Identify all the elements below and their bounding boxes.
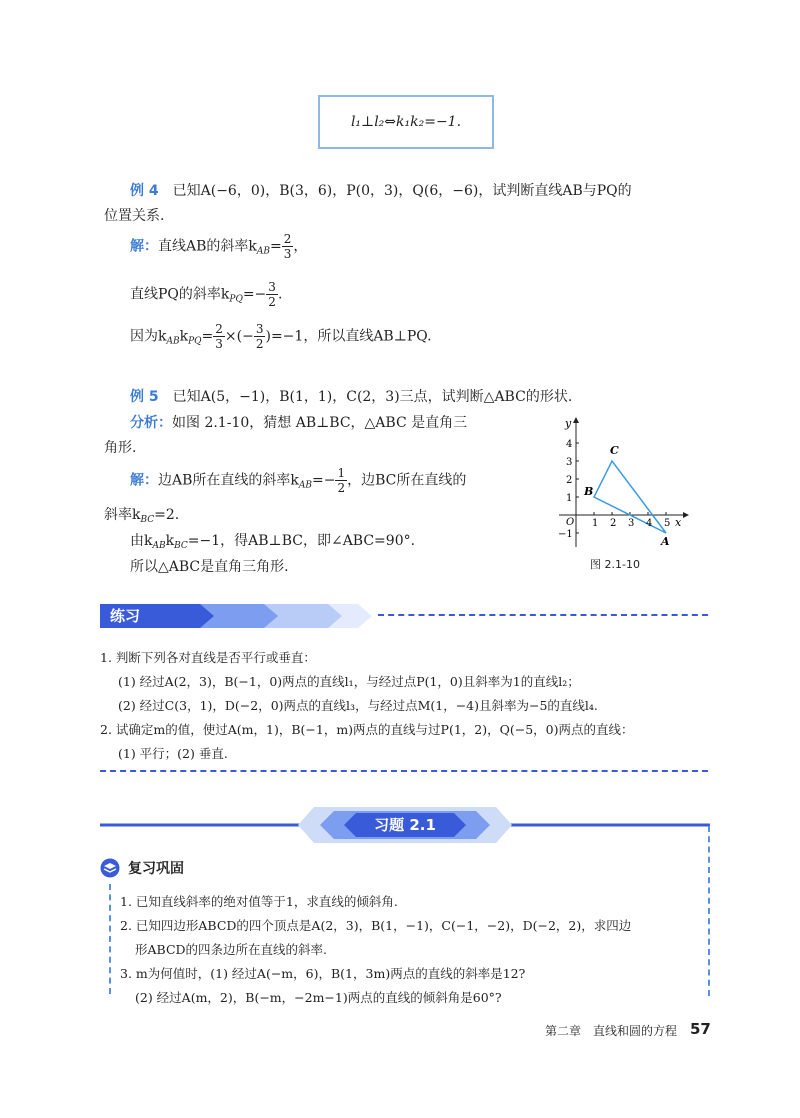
practice-top-divider <box>378 614 708 616</box>
chapter-footer: 第二章 直线和圆的方程 <box>545 1024 678 1038</box>
theorem-box <box>318 95 494 149</box>
example4-solution-line1 <box>130 232 307 261</box>
denominator: 2 <box>268 295 276 309</box>
text: 由k <box>130 533 153 549</box>
point-a-label: A <box>661 535 670 548</box>
text: ，边BC所在直线的 <box>347 472 467 489</box>
text: ， <box>293 238 308 255</box>
fraction <box>213 322 225 351</box>
x-tick-label: 3 <box>628 518 635 529</box>
y-tick-label: 1 <box>566 493 573 504</box>
equals: =− <box>312 472 336 489</box>
denominator: 3 <box>283 247 292 261</box>
y-axis-arrow <box>573 417 579 423</box>
theorem-text: l₁⊥l₂⇔k₁k₂=−1. <box>350 114 462 130</box>
subscript: AB <box>166 336 180 347</box>
exercise-item-1: 1. 已知直线斜率的绝对值等于1，求直线的倾斜角. <box>120 894 398 909</box>
numerator: 3 <box>255 322 264 336</box>
point-c-label: C <box>610 444 619 457</box>
x-tick-label: 4 <box>646 518 653 529</box>
subscript: PQ <box>229 294 243 305</box>
example4-statement <box>130 180 632 200</box>
example5-analysis-label: 分析： <box>130 415 172 431</box>
x-tick-label: 2 <box>610 518 617 529</box>
example4-solution-line3 <box>130 322 432 351</box>
numerator: 2 <box>283 232 292 246</box>
coordinate-figure <box>555 415 690 550</box>
example5-statement <box>130 386 572 406</box>
exercise-title: 习题 2.1 <box>374 816 436 834</box>
text: k <box>179 328 189 345</box>
y-tick-label: 2 <box>566 475 573 486</box>
numerator: 3 <box>268 280 276 294</box>
point-b-label: B <box>584 485 594 498</box>
denominator: 2 <box>255 337 264 351</box>
numerator: 1 <box>337 466 346 480</box>
equals: = <box>201 328 214 345</box>
practice-q1-1: (1) 经过A(2，3)，B(−1，0)两点的直线l₁，与经过点P(1，0)且斜率为1的直线l₂； <box>118 674 580 689</box>
page-number: 57 <box>690 1020 711 1038</box>
x-axis-arrow <box>683 512 689 518</box>
subscript: PQ <box>188 336 202 347</box>
practice-q1: 1. 判断下列各对直线是否平行或垂直： <box>100 650 316 665</box>
example5-solution-label: 解： <box>130 472 158 489</box>
text: k <box>165 533 175 549</box>
example5-solution-line4: 所以△ABC是直角三角形. <box>130 559 289 575</box>
text: 已知A(5，−1)，B(1，1)，C(2，3)三点，试判断△ABC的形状. <box>172 389 573 405</box>
exercise-item-2: 2. 已知四边形ABCD的四个顶点是A(2，3)，B(1，−1)，C(−1，−2)，D(−2，2)，求四边 <box>120 918 632 933</box>
subscript: AB <box>256 246 271 257</box>
example4-statement-line1: 已知A(−6，0)，B(3，6)，P(0，3)，Q(6，−6)，试判断直线AB与PQ的 <box>172 183 632 199</box>
equals: =− <box>242 286 267 303</box>
review-book-icon <box>100 858 120 878</box>
exercise-item-3-cont: (2) 经过A(m，2)，B(−m，−2m−1)两点的直线的倾斜角是60°? <box>135 990 502 1005</box>
denominator: 2 <box>337 481 346 495</box>
practice-q1-2: (2) 经过C(3，1)，D(−2，0)两点的直线l₃，与经过点M(1，−4)且斜率为−5的直线l₄. <box>118 698 598 713</box>
text: 直线AB的斜率k <box>158 238 257 255</box>
practice-bottom-divider <box>100 770 708 772</box>
text: 斜率k <box>104 507 141 523</box>
x-tick-label: 5 <box>664 518 671 529</box>
text: =2. <box>154 507 180 523</box>
text: )=−1，所以直线AB⊥PQ. <box>265 328 432 345</box>
origin-label: O <box>566 517 575 528</box>
practice-banner <box>100 604 372 628</box>
y-tick-label: 4 <box>566 439 573 450</box>
review-title: 复习巩固 <box>128 861 184 877</box>
review-left-divider <box>109 884 111 994</box>
fraction <box>335 466 347 495</box>
subscript: BC <box>174 541 188 551</box>
example4-label: 例 4 <box>130 183 159 199</box>
subscript: BC <box>140 515 155 525</box>
subscript: AB <box>152 541 166 551</box>
example4-statement-line2: 位置关系. <box>104 208 165 224</box>
text: 如图 2.1-10，猜想 AB⊥BC，△ABC 是直角三 <box>172 415 468 431</box>
x-tick-label: 1 <box>592 518 599 529</box>
subscript: AB <box>298 480 313 491</box>
example5-analysis-line1 <box>130 412 467 432</box>
equals: = <box>270 238 282 255</box>
figure-2-1-10 <box>555 415 690 550</box>
text: 边AB所在直线的斜率k <box>158 472 299 489</box>
text: 直线PQ的斜率k <box>130 286 230 303</box>
fraction <box>282 232 294 261</box>
y-tick-label: −1 <box>558 529 573 540</box>
example5-analysis-line2: 角形. <box>104 440 137 456</box>
figure-caption: 图 2.1-10 <box>590 558 640 571</box>
exercise-right-divider <box>708 826 710 996</box>
exercise-item-3: 3. m为何值时，(1) 经过A(−m，6)，B(1，3m)两点的直线的斜率是12? <box>120 966 526 981</box>
practice-q2: 2. 试确定m的值，使过A(m，1)，B(−1，m)两点的直线与过P(1，2)，Q(−5，0)两点的直线： <box>100 722 634 737</box>
fraction <box>266 280 278 309</box>
example5-solution-line3 <box>130 530 415 551</box>
practice-q2-1: (1) 平行；(2) 垂直. <box>118 746 228 761</box>
text: ×(− <box>224 328 254 345</box>
y-axis-label: y <box>565 417 572 430</box>
text: =−1，得AB⊥BC，即∠ABC=90°. <box>187 533 416 549</box>
y-tick-label: 3 <box>566 457 573 468</box>
example4-solution-label: 解： <box>130 238 158 255</box>
numerator: 2 <box>215 322 223 336</box>
practice-title: 练习 <box>110 607 141 625</box>
denominator: 3 <box>215 337 223 351</box>
example5-solution-line1 <box>130 466 466 495</box>
x-axis-label: x <box>675 516 682 529</box>
fraction <box>254 322 266 351</box>
example5-label: 例 5 <box>130 389 159 405</box>
exercise-item-2-cont: 形ABCD的四条边所在直线的斜率. <box>135 942 328 957</box>
example4-solution-line2 <box>130 280 282 309</box>
example5-solution-line2 <box>104 504 179 525</box>
text: . <box>277 286 283 303</box>
text: 因为k <box>130 328 167 345</box>
